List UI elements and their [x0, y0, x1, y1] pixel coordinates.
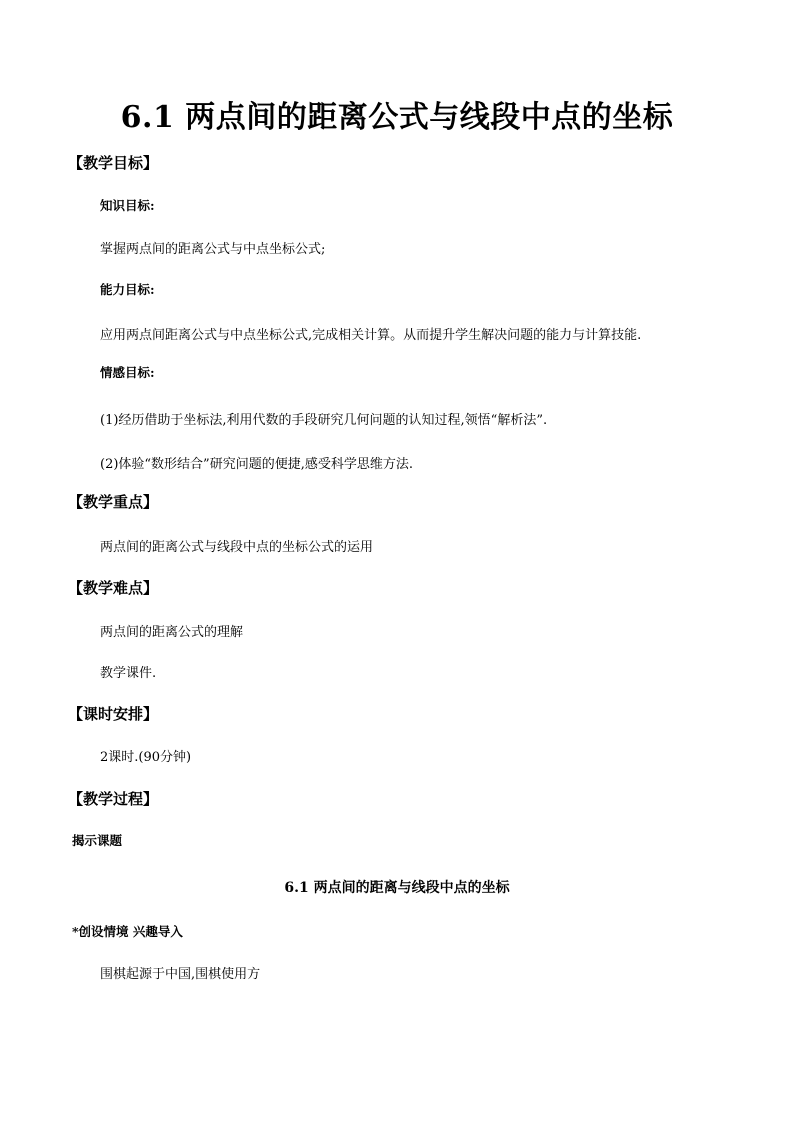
knowledge-objective-text: 掌握两点间的距离公式与中点坐标公式; — [100, 242, 326, 257]
ability-objective-label: 能力目标: — [100, 282, 155, 297]
ability-objective-text: 应用两点间距离公式与中点坐标公式,完成相关计算。从而提升学生解决问题的能力与计算技能. — [100, 328, 642, 343]
lesson-subtitle: 6.1 两点间的距离与线段中点的坐标 — [284, 880, 510, 896]
section-heading-objectives: 【教学目标】 — [68, 154, 159, 172]
reveal-topic-label: 揭示课题 — [72, 833, 123, 848]
section-heading-process: 【教学过程】 — [68, 790, 159, 808]
section-heading-key-points: 【教学重点】 — [68, 493, 159, 511]
intro-text: 围棋起源于中国,围棋使用方 — [100, 967, 261, 982]
emotion-objective-item-1: (1)经历借助于坐标法,利用代数的手段研究几何问题的认知过程,领悟“解析法”. — [100, 413, 548, 428]
knowledge-objective-label: 知识目标: — [100, 198, 155, 213]
section-heading-schedule: 【课时安排】 — [68, 705, 159, 723]
section-heading-difficulties: 【教学难点】 — [68, 579, 159, 597]
difficulties-text: 两点间的距离公式的理解 — [100, 625, 244, 640]
schedule-text: 2课时.(90分钟) — [100, 750, 192, 765]
emotion-objective-label: 情感目标: — [100, 365, 155, 380]
emotion-objective-item-2: (2)体验“数形结合”研究问题的便捷,感受科学思维方法. — [100, 457, 413, 472]
key-points-text: 两点间的距离公式与线段中点的坐标公式的运用 — [100, 540, 374, 555]
page-title: 6.1 两点间的距离公式与线段中点的坐标 — [120, 100, 674, 135]
intro-label: *创设情境 兴趣导入 — [72, 924, 183, 939]
materials-text: 教学课件. — [100, 666, 157, 681]
